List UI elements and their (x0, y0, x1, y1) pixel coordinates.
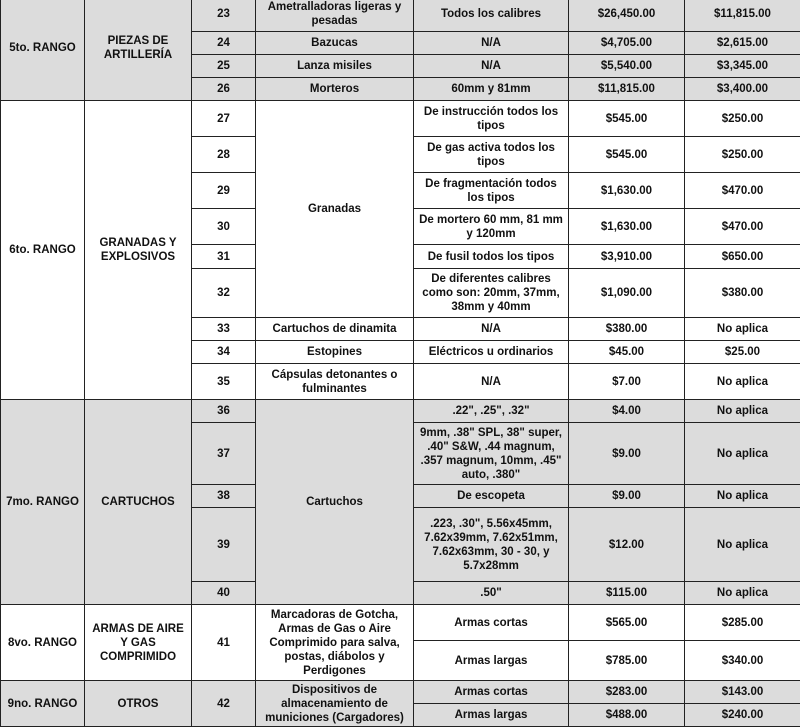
category-cell: PIEZAS DE ARTILLERÍA (85, 0, 192, 101)
desc-cell: .50" (414, 582, 569, 605)
desc-cell: De fusil todos los tipos (414, 245, 569, 269)
price2-cell: $285.00 (685, 605, 800, 641)
table-row (1, 681, 800, 704)
item-cell: Cápsulas detonantes o fulminantes (256, 364, 414, 400)
rank-cell: 5to. RANGO (1, 0, 85, 101)
desc-cell: De escopeta (414, 485, 569, 508)
desc-cell: .22", .25", .32" (414, 400, 569, 423)
num-cell: 33 (192, 318, 256, 341)
price1-cell: $9.00 (569, 485, 685, 508)
desc-cell: N/A (414, 318, 569, 341)
price2-cell: $3,400.00 (685, 78, 800, 101)
price1-cell: $3,910.00 (569, 245, 685, 269)
desc-cell: Eléctricos u ordinarios (414, 341, 569, 364)
num-cell: 27 (192, 101, 256, 137)
desc-cell: Armas largas (414, 641, 569, 681)
num-cell: 40 (192, 582, 256, 605)
item-cell: Estopines (256, 341, 414, 364)
rank-cell: 6to. RANGO (1, 101, 85, 400)
price1-cell: $283.00 (569, 681, 685, 704)
desc-cell: Armas largas (414, 704, 569, 727)
item-cell: Cartuchos de dinamita (256, 318, 414, 341)
price1-cell: $4,705.00 (569, 32, 685, 55)
price2-cell: $25.00 (685, 341, 800, 364)
price2-cell: $470.00 (685, 209, 800, 245)
price1-cell: $488.00 (569, 704, 685, 727)
category-cell: OTROS (85, 681, 192, 727)
item-cell: Granadas (256, 101, 414, 318)
desc-cell: De diferentes calibres como son: 20mm, 37mm, 38mm y 40mm (414, 269, 569, 318)
price1-cell: $45.00 (569, 341, 685, 364)
price1-cell: $5,540.00 (569, 55, 685, 78)
num-cell: 35 (192, 364, 256, 400)
price2-cell: No aplica (685, 423, 800, 485)
desc-cell: .223, .30", 5.56x45mm, 7.62x39mm, 7.62x51mm, 7.62x63mm, 30 - 30, y 5.7x28mm (414, 508, 569, 582)
item-cell: Marcadoras de Gotcha, Armas de Gas o Aire Comprimido para salva, postas, diábolos y Perdigones (256, 605, 414, 681)
price2-cell: $340.00 (685, 641, 800, 681)
price2-cell: No aplica (685, 318, 800, 341)
price2-cell: No aplica (685, 400, 800, 423)
price1-cell: $565.00 (569, 605, 685, 641)
category-cell: CARTUCHOS (85, 400, 192, 605)
num-cell: 29 (192, 173, 256, 209)
desc-cell: De instrucción todos los tipos (414, 101, 569, 137)
num-cell: 28 (192, 137, 256, 173)
price2-cell: $380.00 (685, 269, 800, 318)
category-cell: GRANADAS Y EXPLOSIVOS (85, 101, 192, 400)
price2-cell: $250.00 (685, 101, 800, 137)
num-cell: 41 (192, 605, 256, 681)
price1-cell: $380.00 (569, 318, 685, 341)
desc-cell: De gas activa todos los tipos (414, 137, 569, 173)
item-cell: Dispositivos de almacenamiento de municiones (Cargadores) (256, 681, 414, 727)
item-cell: Morteros (256, 78, 414, 101)
item-cell: Lanza misiles (256, 55, 414, 78)
price1-cell: $785.00 (569, 641, 685, 681)
category-cell: ARMAS DE AIRE Y GAS COMPRIMIDO (85, 605, 192, 681)
price1-cell: $11,815.00 (569, 78, 685, 101)
rank-cell: 8vo. RANGO (1, 605, 85, 681)
price2-cell: $650.00 (685, 245, 800, 269)
price1-cell: $9.00 (569, 423, 685, 485)
rank-cell: 9no. RANGO (1, 681, 85, 727)
price1-cell: $12.00 (569, 508, 685, 582)
desc-cell: N/A (414, 32, 569, 55)
price1-cell: $545.00 (569, 137, 685, 173)
price2-cell: $3,345.00 (685, 55, 800, 78)
price1-cell: $545.00 (569, 101, 685, 137)
price1-cell: $7.00 (569, 364, 685, 400)
desc-cell: Todos los calibres (414, 0, 569, 32)
num-cell: 31 (192, 245, 256, 269)
price2-cell: $250.00 (685, 137, 800, 173)
item-cell: Bazucas (256, 32, 414, 55)
rank-cell: 7mo. RANGO (1, 400, 85, 605)
price2-cell: No aplica (685, 364, 800, 400)
price2-cell: $2,615.00 (685, 32, 800, 55)
desc-cell: Armas cortas (414, 681, 569, 704)
price1-cell: $1,630.00 (569, 173, 685, 209)
desc-cell: 9mm, .38" SPL, 38" super, .40" S&W, .44 magnum, .357 magnum, 10mm, .45" auto, .380" (414, 423, 569, 485)
num-cell: 32 (192, 269, 256, 318)
desc-cell: N/A (414, 364, 569, 400)
table-row (1, 101, 800, 137)
price2-cell: No aplica (685, 485, 800, 508)
num-cell: 26 (192, 78, 256, 101)
table-row (1, 605, 800, 641)
price2-cell: No aplica (685, 508, 800, 582)
price1-cell: $1,090.00 (569, 269, 685, 318)
price2-cell: $11,815.00 (685, 0, 800, 32)
price2-cell: $143.00 (685, 681, 800, 704)
table-row (1, 400, 800, 423)
item-cell: Cartuchos (256, 400, 414, 605)
price1-cell: $115.00 (569, 582, 685, 605)
num-cell: 39 (192, 508, 256, 582)
num-cell: 24 (192, 32, 256, 55)
num-cell: 23 (192, 0, 256, 32)
price2-cell: $240.00 (685, 704, 800, 727)
desc-cell: De mortero 60 mm, 81 mm y 120mm (414, 209, 569, 245)
price1-cell: $4.00 (569, 400, 685, 423)
num-cell: 37 (192, 423, 256, 485)
item-cell: Ametralladoras ligeras y pesadas (256, 0, 414, 32)
desc-cell: Armas cortas (414, 605, 569, 641)
price1-cell: $1,630.00 (569, 209, 685, 245)
desc-cell: 60mm y 81mm (414, 78, 569, 101)
desc-cell: N/A (414, 55, 569, 78)
table-row (1, 0, 800, 32)
desc-cell: De fragmentación todos los tipos (414, 173, 569, 209)
num-cell: 42 (192, 681, 256, 727)
num-cell: 34 (192, 341, 256, 364)
price2-cell: $470.00 (685, 173, 800, 209)
num-cell: 25 (192, 55, 256, 78)
num-cell: 38 (192, 485, 256, 508)
price1-cell: $26,450.00 (569, 0, 685, 32)
num-cell: 36 (192, 400, 256, 423)
num-cell: 30 (192, 209, 256, 245)
price2-cell: No aplica (685, 582, 800, 605)
